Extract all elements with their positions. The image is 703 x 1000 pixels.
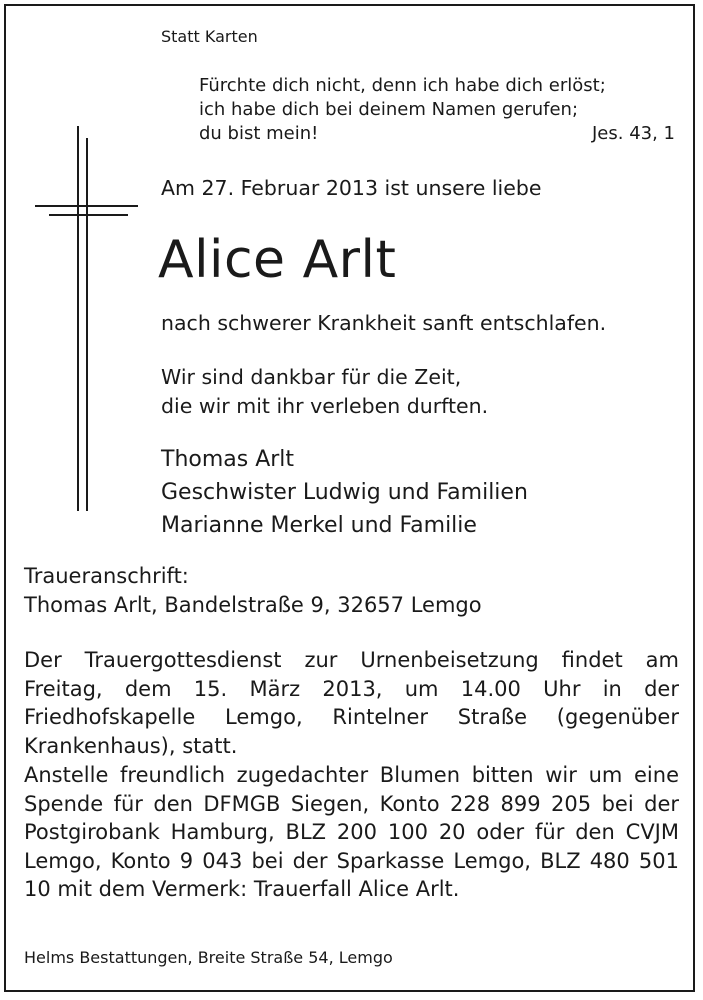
mourner-name: Thomas Arlt — [161, 447, 295, 472]
mourner-name: Geschwister Ludwig und Familien — [161, 480, 528, 505]
announcement-intro: Am 27. Februar 2013 ist unsere liebe — [161, 176, 542, 200]
address-block — [24, 562, 482, 620]
gratitude-line-1: Wir sind dankbar für die Zeit, — [161, 365, 462, 389]
mourner-name: Marianne Merkel und Familie — [161, 513, 477, 538]
announcement-outro: nach schwerer Krankheit sanft entschlafen. — [161, 311, 607, 335]
mourners-list — [161, 443, 528, 542]
verse-line-3: du bist mein! — [199, 123, 319, 144]
funeral-home: Helms Bestattungen, Breite Straße 54, Lemgo — [24, 948, 393, 967]
header-label: Statt Karten — [161, 27, 258, 46]
verse-reference: Jes. 43, 1 — [591, 123, 675, 144]
bible-verse — [199, 74, 606, 146]
gratitude-text — [161, 363, 488, 421]
address-label: Traueranschrift: — [24, 564, 189, 588]
donation-info: Anstelle freundlich zugedachter Blumen bitten wir um eine Spende für den DFMGB Siegen, Konto 228 899 205 bei der Postgirobank Hamburg, BLZ 200 100 20 oder für den CVJM Lemgo, Konto 9 043 bei der Sparkasse Lemgo, BLZ 480 501 10 mit dem Vermerk: Trauerfall Alice Arlt. — [24, 763, 679, 902]
service-info: Der Trauergottesdienst zur Urnenbeisetzung findet am Freitag, dem 15. März 2013, um 14.00 Uhr in der Friedhofskapelle Lemgo, Rintelner Straße (gegenüber Krankenhaus), statt. — [24, 648, 679, 758]
verse-line-1: Fürchte dich nicht, denn ich habe dich erlöst; — [199, 75, 606, 96]
gratitude-line-2: die wir mit ihr verleben durften. — [161, 394, 489, 418]
verse-line-2: ich habe dich bei deinem Namen gerufen; — [199, 99, 579, 120]
address-value: Thomas Arlt, Bandelstraße 9, 32657 Lemgo — [24, 593, 482, 617]
deceased-name: Alice Arlt — [158, 230, 397, 290]
